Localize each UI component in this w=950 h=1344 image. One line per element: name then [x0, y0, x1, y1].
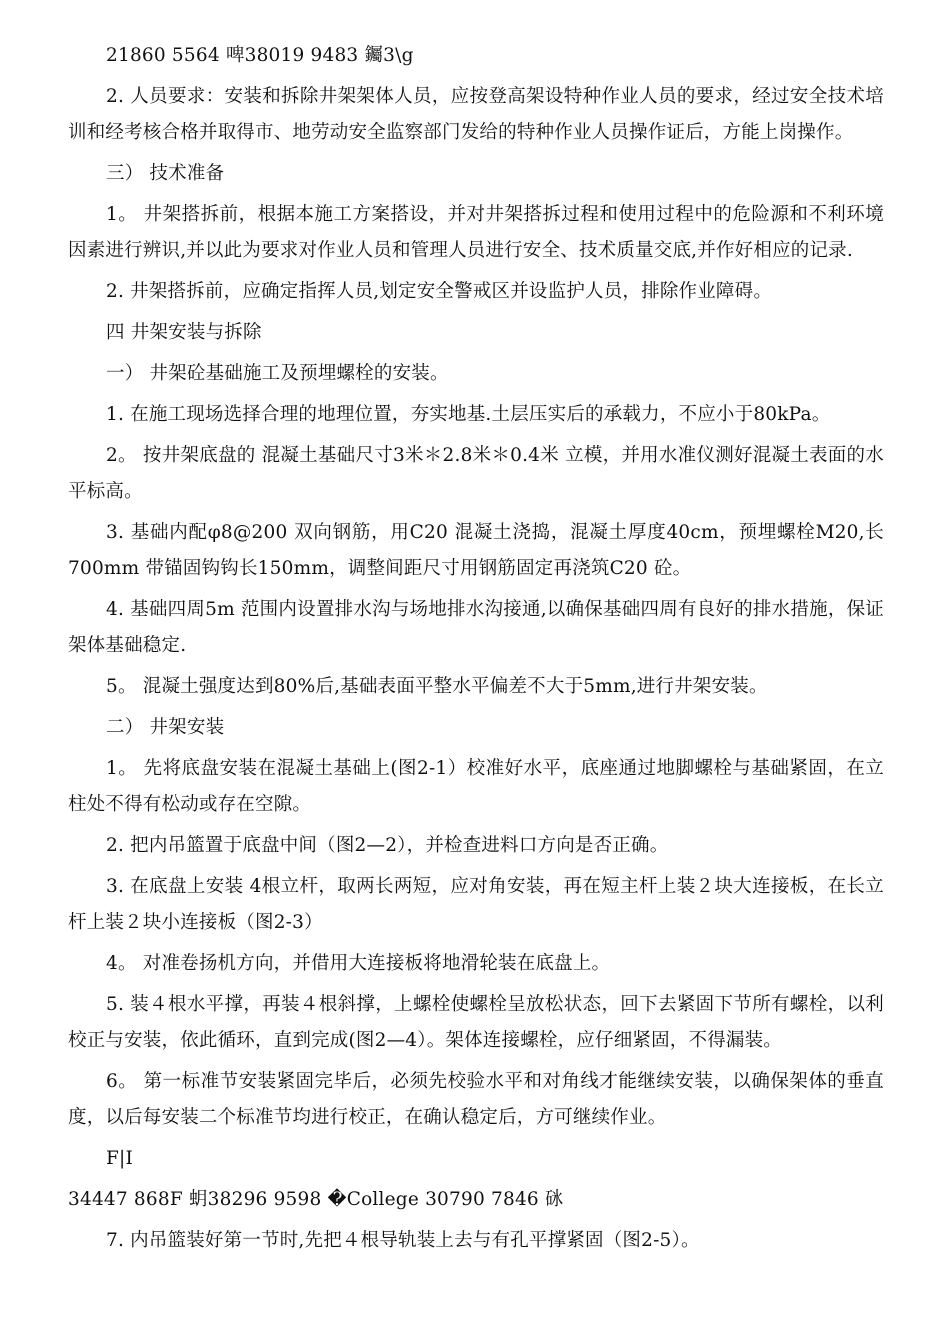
heading-derrick-installation: 二） 井架安装: [106, 717, 225, 738]
heading-installation-removal: 四 井架安装与拆除: [106, 322, 262, 343]
paragraph-install-3: 3. 在底盘上安装 4根立杆，取两长两短，应对角安装，再在短主杆上装２块大连接板，在长立杆上装２块小连接板（图2-3）: [68, 876, 884, 933]
document-body: [68, 38, 884, 1264]
paragraph-install-2: 2. 把内吊篮置于底盘中间（图2—2），并检查进料口方向是否正确。: [106, 835, 669, 856]
paragraph-fragment-fi: F|I: [106, 1148, 133, 1169]
paragraph-foundation-5: 5。 混凝土强度达到80%后,基础表面平整水平偏差不大于5mm,进行井架安装。: [106, 676, 768, 697]
paragraph-prep-2: 2. 井架搭拆前，应确定指挥人员,划定安全警戒区并设监护人员，排除作业障碍。: [106, 281, 773, 302]
heading-foundation: 一） 井架砼基础施工及预埋螺栓的安装。: [106, 363, 449, 384]
paragraph-personnel-requirements: 2. 人员要求：安装和拆除井架架体人员，应按登高架设特种作业人员的要求，经过安全技术培训和经考核合格并取得市、地劳动安全监察部门发给的特种作业人员操作证后，方能上岗操作。: [68, 86, 884, 143]
paragraph-code-line-2: 34447 868F 蚏38296 9598 �College 30790 7846 砯: [68, 1189, 564, 1210]
paragraph-install-7: 7. 内吊篮装好第一节时,先把４根导轨装上去与有孔平撑紧固（图2-5）。: [106, 1230, 700, 1251]
paragraph-install-4: 4。 对准卷扬机方向，并借用大连接板将地滑轮装在底盘上。: [106, 953, 611, 974]
paragraph-code-line-1: 21860 5564 啤38019 9483 钃3\g: [106, 45, 414, 66]
paragraph-foundation-2: 2。 按井架底盘的 混凝土基础尺寸3米＊2.8米＊0.4米 立模，并用水准仪测好混凝土表面的水平标高。: [68, 445, 884, 502]
paragraph-install-6: 6。 第一标准节安装紧固完毕后，必须先校验水平和对角线才能继续安装，以确保架体的垂直度，以后每安装二个标准节均进行校正，在确认稳定后，方可继续作业。: [68, 1071, 884, 1128]
paragraph-foundation-3: 3. 基础内配φ8@200 双向钢筋，用C20 混凝土浇捣，混凝土厚度40cm，预埋螺栓M20,长700mm 带锚固钩钩长150mm，调整间距尺寸用钢筋固定再浇筑C20 砼。: [68, 522, 884, 579]
paragraph-install-1: 1。 先将底盘安装在混凝土基础上(图2-1）校准好水平，底座通过地脚螺栓与基础紧固，在立柱处不得有松动或存在空隙。: [68, 758, 884, 815]
paragraph-prep-1: 1。 井架搭拆前，根据本施工方案搭设，并对井架搭拆过程和使用过程中的危险源和不利环境因素进行辨识,并以此为要求对作业人员和管理人员进行安全、技术质量交底,并作好相应的记录.: [68, 204, 884, 261]
paragraph-foundation-4: 4. 基础四周5m 范围内设置排水沟与场地排水沟接通,以确保基础四周有良好的排水措施，保证架体基础稳定.: [68, 599, 884, 656]
paragraph-install-5: 5. 装４根水平撑，再装４根斜撑，上螺栓使螺栓呈放松状态，回下去紧固下节所有螺栓，以利校正与安装，依此循环，直到完成(图2—4）。架体连接螺栓，应仔细紧固，不得漏装。: [68, 994, 884, 1051]
heading-technical-preparation: 三） 技术准备: [106, 163, 225, 184]
paragraph-foundation-1: 1. 在施工现场选择合理的地理位置，夯实地基.土层压实后的承载力，不应小于80kPa。: [106, 404, 831, 425]
